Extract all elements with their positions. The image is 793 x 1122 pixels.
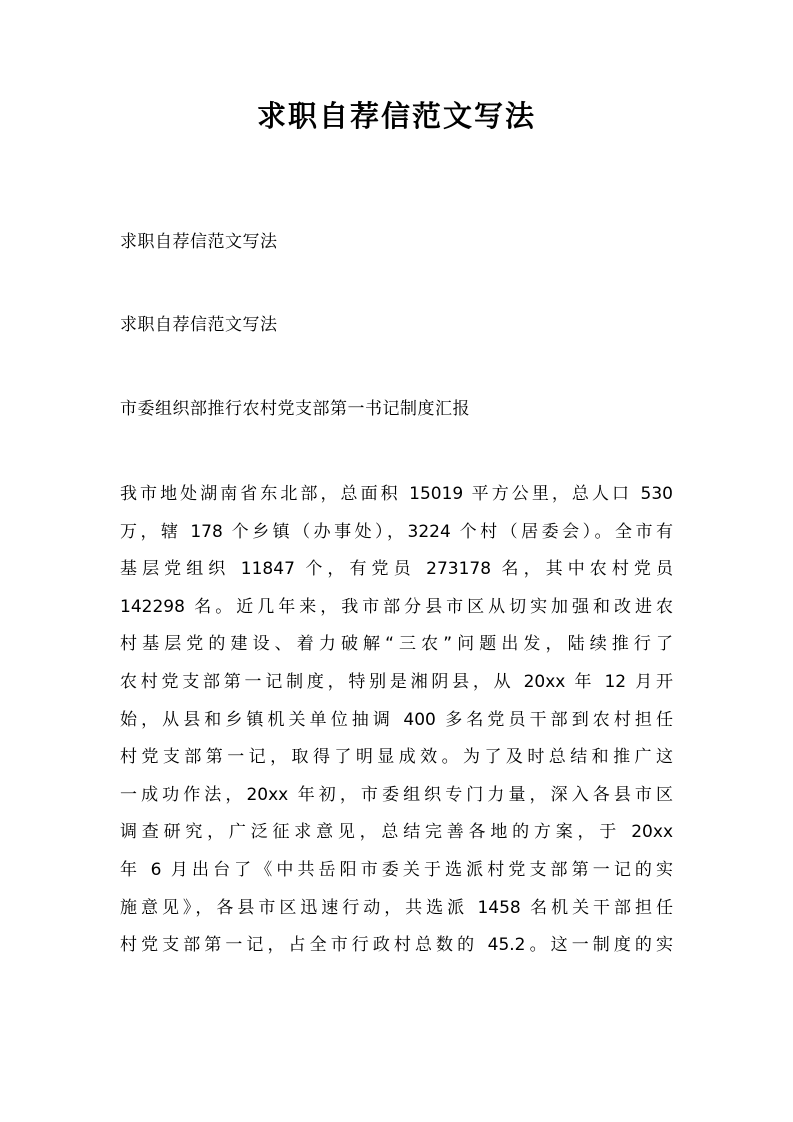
- body-line: 基层党组织 11847 个，有党员 273178 名，其中农村党员: [120, 559, 673, 580]
- body-line: 年 6 月出台了《中共岳阳市委关于选派村党支部第一记的实: [120, 859, 673, 880]
- body-paragraph: [120, 478, 680, 967]
- subtitle-line-1: 求职自荐信范文写法: [120, 232, 278, 252]
- body-line: 村党支部第一记，占全市行政村总数的 45.2。这一制度的实: [120, 935, 673, 956]
- subtitle-line-2: 求职自荐信范文写法: [120, 315, 278, 335]
- section-heading: 市委组织部推行农村党支部第一书记制度汇报: [120, 399, 470, 419]
- body-line: 始，从县和乡镇机关单位抽调 400 多名党员干部到农村担任: [120, 709, 673, 730]
- body-line: 调查研究，广泛征求意见，总结完善各地的方案，于 20xx: [120, 822, 673, 843]
- body-line: 一成功作法，20xx 年初，市委组织专门力量，深入各县市区: [120, 784, 673, 805]
- body-line: 村基层党的建设、着力破解“三农”问题出发，陆续推行了: [120, 634, 673, 655]
- body-line: 142298 名。近几年来，我市部分县市区从切实加强和改进农: [120, 596, 673, 617]
- body-line: 村党支部第一记，取得了明显成效。为了及时总结和推广这: [120, 747, 673, 768]
- body-line: 我市地处湖南省东北部，总面积 15019 平方公里，总人口 530: [120, 484, 673, 504]
- body-line: 万，辖 178 个乡镇（办事处），3224 个村（居委会）。全市有: [120, 521, 673, 542]
- body-line: 施意见》，各县市区迅速行动，共选派 1458 名机关干部担任: [120, 897, 673, 918]
- body-line: 农村党支部第一记制度，特别是湘阴县，从 20xx 年 12 月开: [120, 671, 673, 692]
- document-title: 求职自荐信范文写法: [256, 99, 536, 133]
